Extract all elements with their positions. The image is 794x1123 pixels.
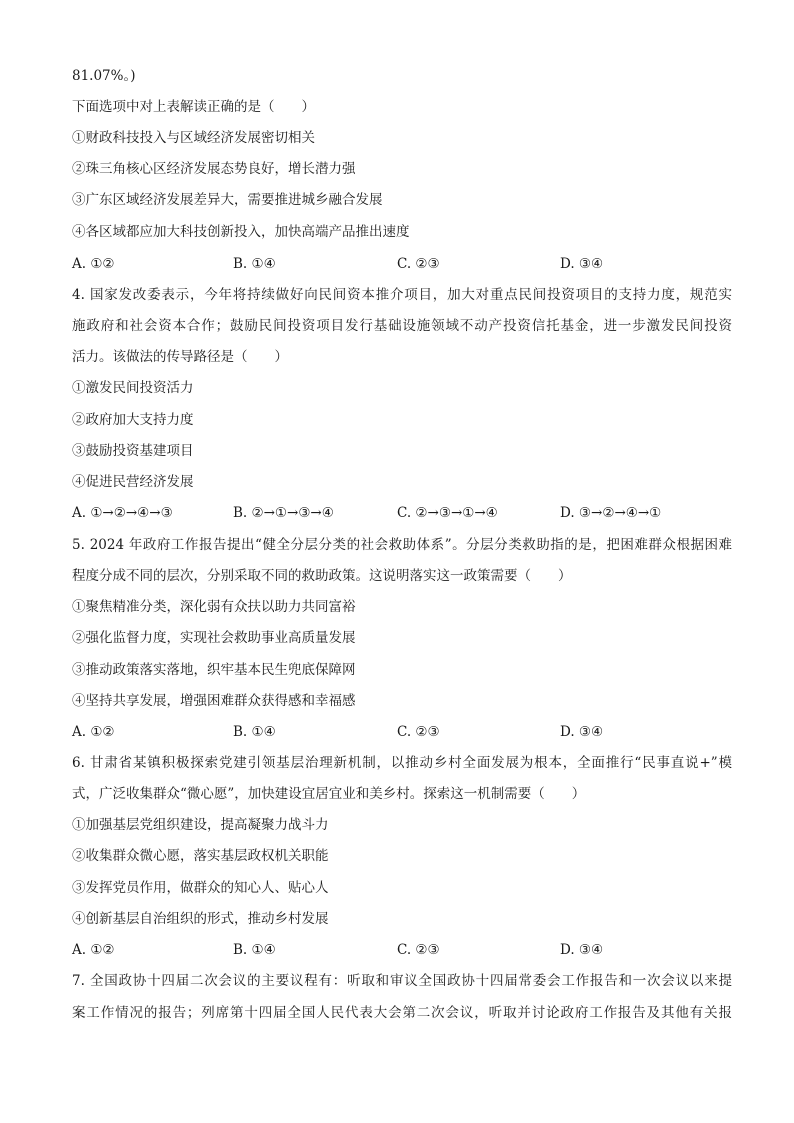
statement-2: ②政府加大支持力度 [72,412,194,428]
option-b[interactable]: B. ①④ [233,942,276,958]
question-4-line-2: 施政府和社会资本合作；鼓励民间投资项目发行基础设施领域不动产投资信托基金，进一步激发民间投资 [72,318,732,334]
statement-4: ④促进民营经济发展 [72,474,194,490]
question-5-line-2: 程度分成不同的层次，分别采取不同的救助政策。这说明落实这一政策需要（ ） [72,568,572,584]
statement-3: ③发挥党员作用，做群众的知心人、贴心人 [72,880,329,896]
option-c[interactable]: C. ②③ [397,256,440,272]
answer-options [72,503,732,523]
question-4-line-3: 活力。该做法的传导路径是（ ） [72,349,288,365]
statement-1: ①财政科技投入与区域经济发展密切相关 [72,130,315,146]
option-d[interactable]: D. ③④ [560,942,604,958]
question-5-line-1: 5. 2024 年政府工作报告提出“健全分层分类的社会救助体系”。分层分类救助指的是，把困难群众根据困难 [72,537,732,553]
statement-4: ④坚持共享发展，增强困难群众获得感和幸福感 [72,693,356,709]
answer-options [72,722,732,742]
statement-1: ①激发民间投资活力 [72,380,194,396]
option-c[interactable]: C. ②→③→①→④ [397,505,498,521]
statement-3: ③鼓励投资基建项目 [72,443,194,459]
statement-1: ①聚焦精准分类，深化弱有众扶以助力共同富裕 [72,599,356,615]
statement-2: ②收集群众微心愿，落实基层政权机关职能 [72,848,329,864]
question-6-line-1: 6. 甘肃省某镇积极探索党建引领基层治理新机制，以推动乡村全面发展为根本，全面推行“民事直说+”模 [72,755,732,771]
option-a[interactable]: A. ①→②→④→③ [72,505,173,521]
option-b[interactable]: B. ①④ [233,256,276,272]
option-d[interactable]: D. ③④ [560,256,604,272]
option-a[interactable]: A. ①② [72,724,115,740]
answer-options [72,254,732,274]
question-7-line-1: 7. 全国政协十四届二次会议的主要议程有：听取和审议全国政协十四届常委会工作报告和一次会议以来提 [72,973,732,989]
statement-2: ②珠三角核心区经济发展态势良好，增长潜力强 [72,161,356,177]
option-d[interactable]: D. ③→②→④→① [560,505,662,521]
statement-2: ②强化监督力度，实现社会救助事业高质量发展 [72,630,356,646]
option-c[interactable]: C. ②③ [397,942,440,958]
question-prompt: 下面选项中对上表解读正确的是（ ） [72,99,315,115]
question-6-line-2: 式，广泛收集群众“微心愿”，加快建设宜居宜业和美乡村。探索这一机制需要（ ） [72,786,586,802]
question-4-line-1: 4. 国家发改委表示，今年将持续做好向民间资本推介项目，加大对重点民间投资项目的支持力度，规范实 [72,287,732,303]
option-c[interactable]: C. ②③ [397,724,440,740]
statement-4: ④各区域都应加大科技创新投入，加快高端产品推出速度 [72,224,410,240]
statement-4: ④创新基层自治组织的形式，推动乡村发展 [72,911,329,927]
statement-3: ③推动政策落实落地，织牢基本民生兜底保障网 [72,662,356,678]
option-b[interactable]: B. ①④ [233,724,276,740]
statement-1: ①加强基层党组织建设，提高凝聚力战斗力 [72,817,329,833]
option-b[interactable]: B. ②→①→③→④ [233,505,334,521]
answer-options [72,940,732,960]
option-a[interactable]: A. ①② [72,942,115,958]
option-a[interactable]: A. ①② [72,256,115,272]
table-note-tail: 81.07%。) [72,68,136,84]
statement-3: ③广东区域经济发展差异大，需要推进城乡融合发展 [72,192,383,208]
option-d[interactable]: D. ③④ [560,724,604,740]
question-7-line-2: 案工作情况的报告；列席第十四届全国人民代表大会第二次会议，听取并讨论政府工作报告及其他有关报 [72,1005,732,1021]
